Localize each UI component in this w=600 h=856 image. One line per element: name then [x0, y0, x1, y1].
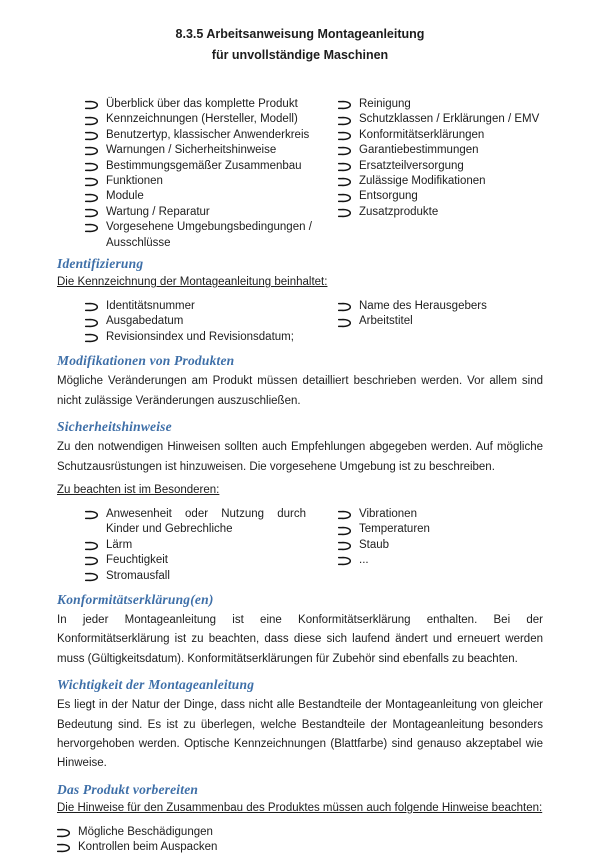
title-line-2: für unvollständige Maschinen: [211, 48, 389, 62]
arrow-bullet-icon: [85, 220, 99, 233]
overview-list-right: [338, 97, 543, 251]
list-item: [338, 112, 543, 127]
list-item-label: Revisionsindex und Revisionsdatum;: [106, 330, 294, 343]
list-item: [85, 97, 338, 112]
list-item-label: Identitätsnummer: [106, 300, 195, 313]
produkt-vorbereiten-intro: Die Hinweise für den Zusammenbau des Produktes müssen auch folgende Hinweise beachten:: [57, 801, 543, 814]
list-item-label: Ausgabedatum: [106, 315, 184, 328]
konformitaetserklaerung-paragraph: In jeder Montageanleitung ist eine Konformitätserklärung enthalten. Bei der Konformitätserklärung ist zu beachten, dass diese sich laufend ändert und erneuert werden muss (Gültigkeitsdatum). Konformitätserklärungen für Zubehör sind ebenfalls zu beachten.: [57, 613, 543, 665]
list-item-label: Warnungen / Sicherheitshinweise: [106, 144, 277, 157]
list-item-label: Schutzklassen / Erklärungen / EMV: [359, 113, 540, 126]
sicherheitshinweise-list: [85, 507, 543, 584]
arrow-bullet-icon: [338, 174, 352, 187]
list-item-label: Temperaturen: [359, 523, 430, 536]
list-item-label: Bestimmungsgemäßer Zusammenbau: [106, 159, 302, 172]
list-item-label: Konformitätserklärungen: [359, 128, 485, 141]
list-item: [85, 205, 338, 220]
list-item-label: Anwesenheit oder Nutzung durch Kinder und Gebrechliche: [106, 507, 306, 536]
wichtigkeit-paragraph: Es liegt in der Natur der Dinge, dass nicht alle Bestandteile der Montageanleitung von gleicher Bedeutung sind. Es ist zu überlegen, welche Bestandteile der Montageanleitung besonders hervorgehoben werden. Optische Kennzeichnungen (Blattfarbe) sind genauso akzeptabel wie Hinweise.: [57, 699, 543, 770]
arrow-bullet-icon: [85, 159, 99, 172]
arrow-bullet-icon: [338, 314, 352, 327]
sicherheitshinweise-note: Zu beachten ist im Besonderen:: [57, 483, 220, 496]
list-item: [85, 174, 338, 189]
list-item: [338, 299, 543, 314]
arrow-bullet-icon: [85, 299, 99, 312]
overview-list-left: [85, 97, 338, 251]
list-item: [338, 174, 543, 189]
identifizierung-list-right: [338, 299, 543, 345]
list-item-label: Reinigung: [359, 98, 411, 110]
title-line-1: 8.3.5 Arbeitsanweisung Montageanleitung: [175, 27, 425, 41]
identifizierung-list-left: [85, 299, 338, 345]
list-item: [85, 299, 338, 314]
list-item-label: Module: [106, 190, 144, 203]
list-item-label: Name des Herausgebers: [359, 300, 487, 313]
list-item: [85, 220, 338, 251]
list-item-label: Kennzeichnungen (Hersteller, Modell): [106, 113, 298, 126]
list-item-label: Garantiebestimmungen: [359, 144, 479, 157]
list-item: [338, 314, 543, 329]
sicherheitshinweise-list-right: [338, 507, 543, 584]
arrow-bullet-icon: [338, 299, 352, 312]
arrow-bullet-icon: [85, 553, 99, 566]
list-item-label: Staub: [359, 538, 390, 551]
produkt-vorbereiten-list: [57, 825, 543, 856]
arrow-bullet-icon: [85, 112, 99, 125]
arrow-bullet-icon: [85, 205, 99, 218]
list-item-label: Funktionen: [106, 175, 163, 188]
list-item: [85, 314, 338, 329]
list-item: [338, 143, 543, 158]
arrow-bullet-icon: [85, 174, 99, 187]
list-item: [338, 538, 543, 553]
document-title: [57, 24, 543, 66]
arrow-bullet-icon: [57, 840, 71, 853]
list-item-label: Entsorgung: [359, 190, 418, 203]
arrow-bullet-icon: [85, 189, 99, 202]
list-item-label: Mögliche Beschädigungen: [78, 825, 213, 838]
arrow-bullet-icon: [338, 143, 352, 156]
arrow-bullet-icon: [338, 112, 352, 125]
list-item: [338, 205, 543, 220]
arrow-bullet-icon: [338, 538, 352, 551]
arrow-bullet-icon: [338, 128, 352, 141]
list-item: [85, 112, 338, 127]
list-item-label: Lärm: [106, 538, 133, 551]
modifikationen-paragraph: Mögliche Veränderungen am Produkt müssen detailliert beschrieben werden. Vor allem sind nicht zulässige Veränderungen auszuschließen.: [57, 375, 543, 407]
identifizierung-list: [85, 299, 543, 345]
arrow-bullet-icon: [85, 128, 99, 141]
list-item: [338, 522, 543, 537]
section-heading-konformitaetserklaerung: Konformitätserklärung(en): [57, 591, 214, 607]
arrow-bullet-icon: [338, 189, 352, 202]
list-item-label: Wartung / Reparatur: [106, 205, 210, 218]
list-item-label: Benutzertyp, klassischer Anwenderkreis: [106, 128, 310, 141]
arrow-bullet-icon: [85, 569, 99, 582]
arrow-bullet-icon: [338, 522, 352, 535]
arrow-bullet-icon: [85, 97, 99, 110]
arrow-bullet-icon: [57, 825, 71, 838]
list-item-label: Vibrationen: [359, 507, 417, 520]
overview-list: [85, 97, 543, 251]
arrow-bullet-icon: [85, 507, 99, 520]
arrow-bullet-icon: [85, 330, 99, 343]
arrow-bullet-icon: [338, 507, 352, 520]
list-item: [85, 553, 338, 568]
list-item: [338, 128, 543, 143]
list-item-label: Arbeitstitel: [359, 315, 413, 328]
list-item-label: Vorgesehene Umgebungsbedingungen / Ausschlüsse: [106, 221, 312, 249]
list-item-label: Kontrollen beim Auspacken: [78, 841, 218, 854]
list-item: [338, 97, 543, 112]
list-item: [338, 507, 543, 522]
section-heading-wichtigkeit: Wichtigkeit der Montageanleitung: [57, 677, 255, 693]
section-heading-sicherheitshinweise: Sicherheitshinweise: [57, 419, 172, 435]
list-item-label: Stromausfall: [106, 569, 170, 582]
list-item-label: Überblick über das komplette Produkt: [106, 98, 298, 110]
identifizierung-intro: Die Kennzeichnung der Montageanleitung beinhaltet:: [57, 276, 328, 289]
sicherheitshinweise-paragraph: Zu den notwendigen Hinweisen sollten auch Empfehlungen abgegeben werden. Auf mögliche Schutzausrüstungen ist hinzuweisen. Die vorgesehene Umgebung ist zu beschreiben.: [57, 441, 543, 473]
arrow-bullet-icon: [338, 97, 352, 110]
sicherheitshinweise-list-left: [85, 507, 338, 584]
arrow-bullet-icon: [338, 553, 352, 566]
section-heading-produkt-vorbereiten: Das Produkt vorbereiten: [57, 781, 199, 797]
list-item: [85, 538, 338, 553]
list-item: [85, 159, 338, 174]
list-item: [85, 143, 338, 158]
arrow-bullet-icon: [85, 314, 99, 327]
arrow-bullet-icon: [338, 205, 352, 218]
list-item: [338, 189, 543, 204]
list-item: [85, 128, 338, 143]
list-item: [85, 507, 338, 538]
list-item: [85, 330, 338, 345]
list-item: [338, 553, 543, 568]
list-item: [85, 189, 338, 204]
list-item-label: Zusatzprodukte: [359, 205, 439, 218]
list-item-label: Ersatzteilversorgung: [359, 159, 464, 172]
list-item: [338, 159, 543, 174]
list-item: [57, 825, 543, 840]
list-item-label: Feuchtigkeit: [106, 554, 169, 567]
arrow-bullet-icon: [85, 143, 99, 156]
section-heading-identifizierung: Identifizierung: [57, 256, 144, 272]
list-item: [85, 569, 338, 584]
list-item-label: Zulässige Modifikationen: [359, 175, 486, 188]
section-heading-modifikationen: Modifikationen von Produkten: [57, 353, 235, 369]
arrow-bullet-icon: [338, 159, 352, 172]
list-item-label: ...: [359, 554, 369, 567]
arrow-bullet-icon: [85, 538, 99, 551]
